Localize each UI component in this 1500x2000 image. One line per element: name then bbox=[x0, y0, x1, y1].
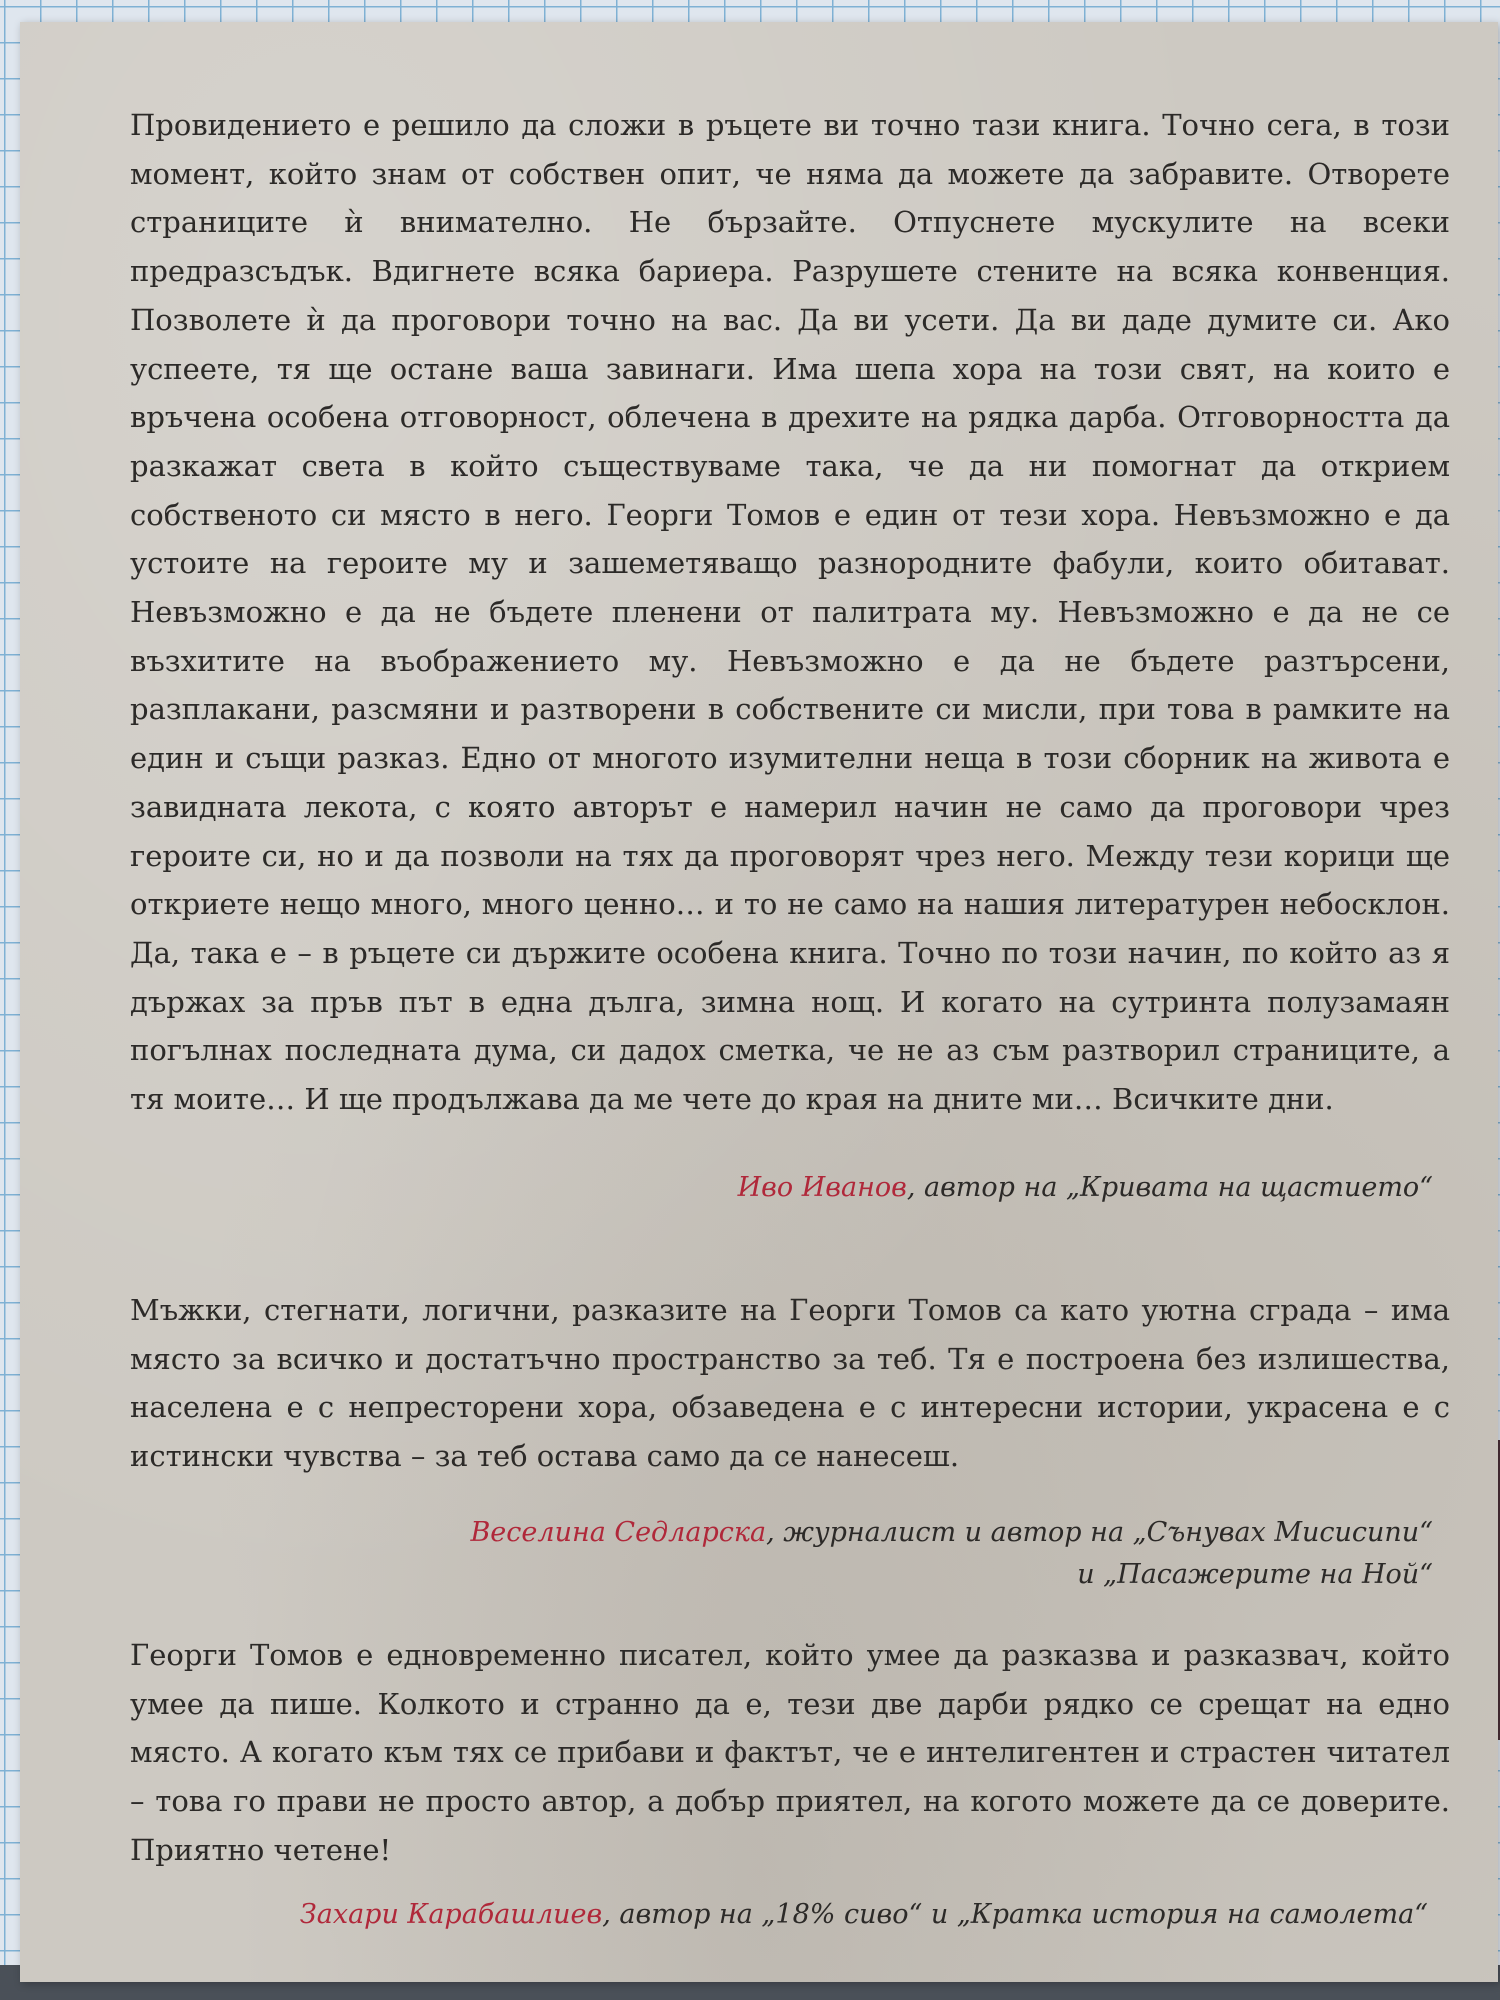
review-paragraph-1: Провидението е решило да сложи в ръцете ви точно тази книга. Точно сега, в този момент, който знам от собствен опит, че няма да можете да забравите. Отворете страниците ѝ внимателно. Не бързайте. Отпуснете мускулите на всеки предразсъдък. Вдигнете всяка бариера. Разрушете стените на всяка конвенция. Позволете ѝ да проговори точно на вас. Да ви усети. Да ви даде думите си. Ако успеете, тя ще остане ваша завинаги. Има шепа хора на този свят, на които е връчена особена отговорност, облечена в дрехите на рядка дарба. Отговорността да разкажат света в който съществуваме така, че да ни помогнат да открием собственото си място в него. Георги Томов е един от тези хора. Невъзможно е да устоите на героите му и зашеметяващо разнородните фабули, които обитават. Невъзможно е да не бъдете пленени от палитрата му. Невъзможно е да не се възхитите на въображението му. Невъзможно е да не бъдете разтърсени, разплакани, разсмяни и разтворени в собствените си мисли, при това в рамките на един и същи разказ. Едно от многото изумителни неща в този сборник на живота е завидната лекота, с която авторът е намерил начин не само да проговори чрез героите си, но и да позволи на тях да проговорят чрез него. Между тези корици ще откриете нещо много, много ценно… и то не само на нашия литературен небосклон. Да, така е – в ръцете си държите особена книга. Точно по този начин, по който аз я държах за пръв път в една дълга, зимна нощ. И когато на сутринта полузамаян погълнах последната дума, си дадох сметка, че не аз съм разтворил страниците, а тя моите… И ще продължава да ме чете до края на дните ми… Всичките дни. bbox=[130, 108, 1450, 1117]
review-attribution-1 bbox=[738, 1167, 1433, 1209]
author-credit: , автор на „18% сиво“ и „Кратка история на самолета“ bbox=[602, 1899, 1428, 1930]
author-name: Иво Иванов bbox=[737, 1172, 907, 1203]
book-back-cover bbox=[20, 22, 1498, 1982]
author-credit-line-2: и „Пасажерите на Ной“ bbox=[1077, 1559, 1433, 1590]
review-attribution-3 bbox=[300, 1894, 1428, 1936]
author-credit: , журналист и автор на „Сънувах Мисисипи“ bbox=[766, 1517, 1433, 1548]
author-name: Захари Карабашлиев bbox=[299, 1899, 603, 1930]
review-attribution-2 bbox=[470, 1512, 1433, 1596]
review-paragraph-3: Георги Томов е едновременно писател, който умее да разказва и разказвач, който умее да пише. Колкото и странно да е, тези две дарби рядко се срещат на едно място. А когато към тях се прибави и фактът, че е интелигентен и страстен читател – това го прави не просто автор, а добър приятел, на когото можете да се доверите. Приятно четене! bbox=[130, 1638, 1450, 1867]
review-paragraph-2: Мъжки, стегнати, логични, разказите на Георги Томов са като уютна сграда – има място за всичко и достатъчно пространство за теб. Тя е построена без излишества, населена е с непресторени хора, обзаведена е с интересни истории, украсена е с истински чувства – за теб остава само да се нанесеш. bbox=[130, 1293, 1450, 1474]
author-name: Веселина Седларска bbox=[470, 1517, 767, 1548]
author-credit: , автор на „Кривата на щастието“ bbox=[906, 1172, 1433, 1203]
